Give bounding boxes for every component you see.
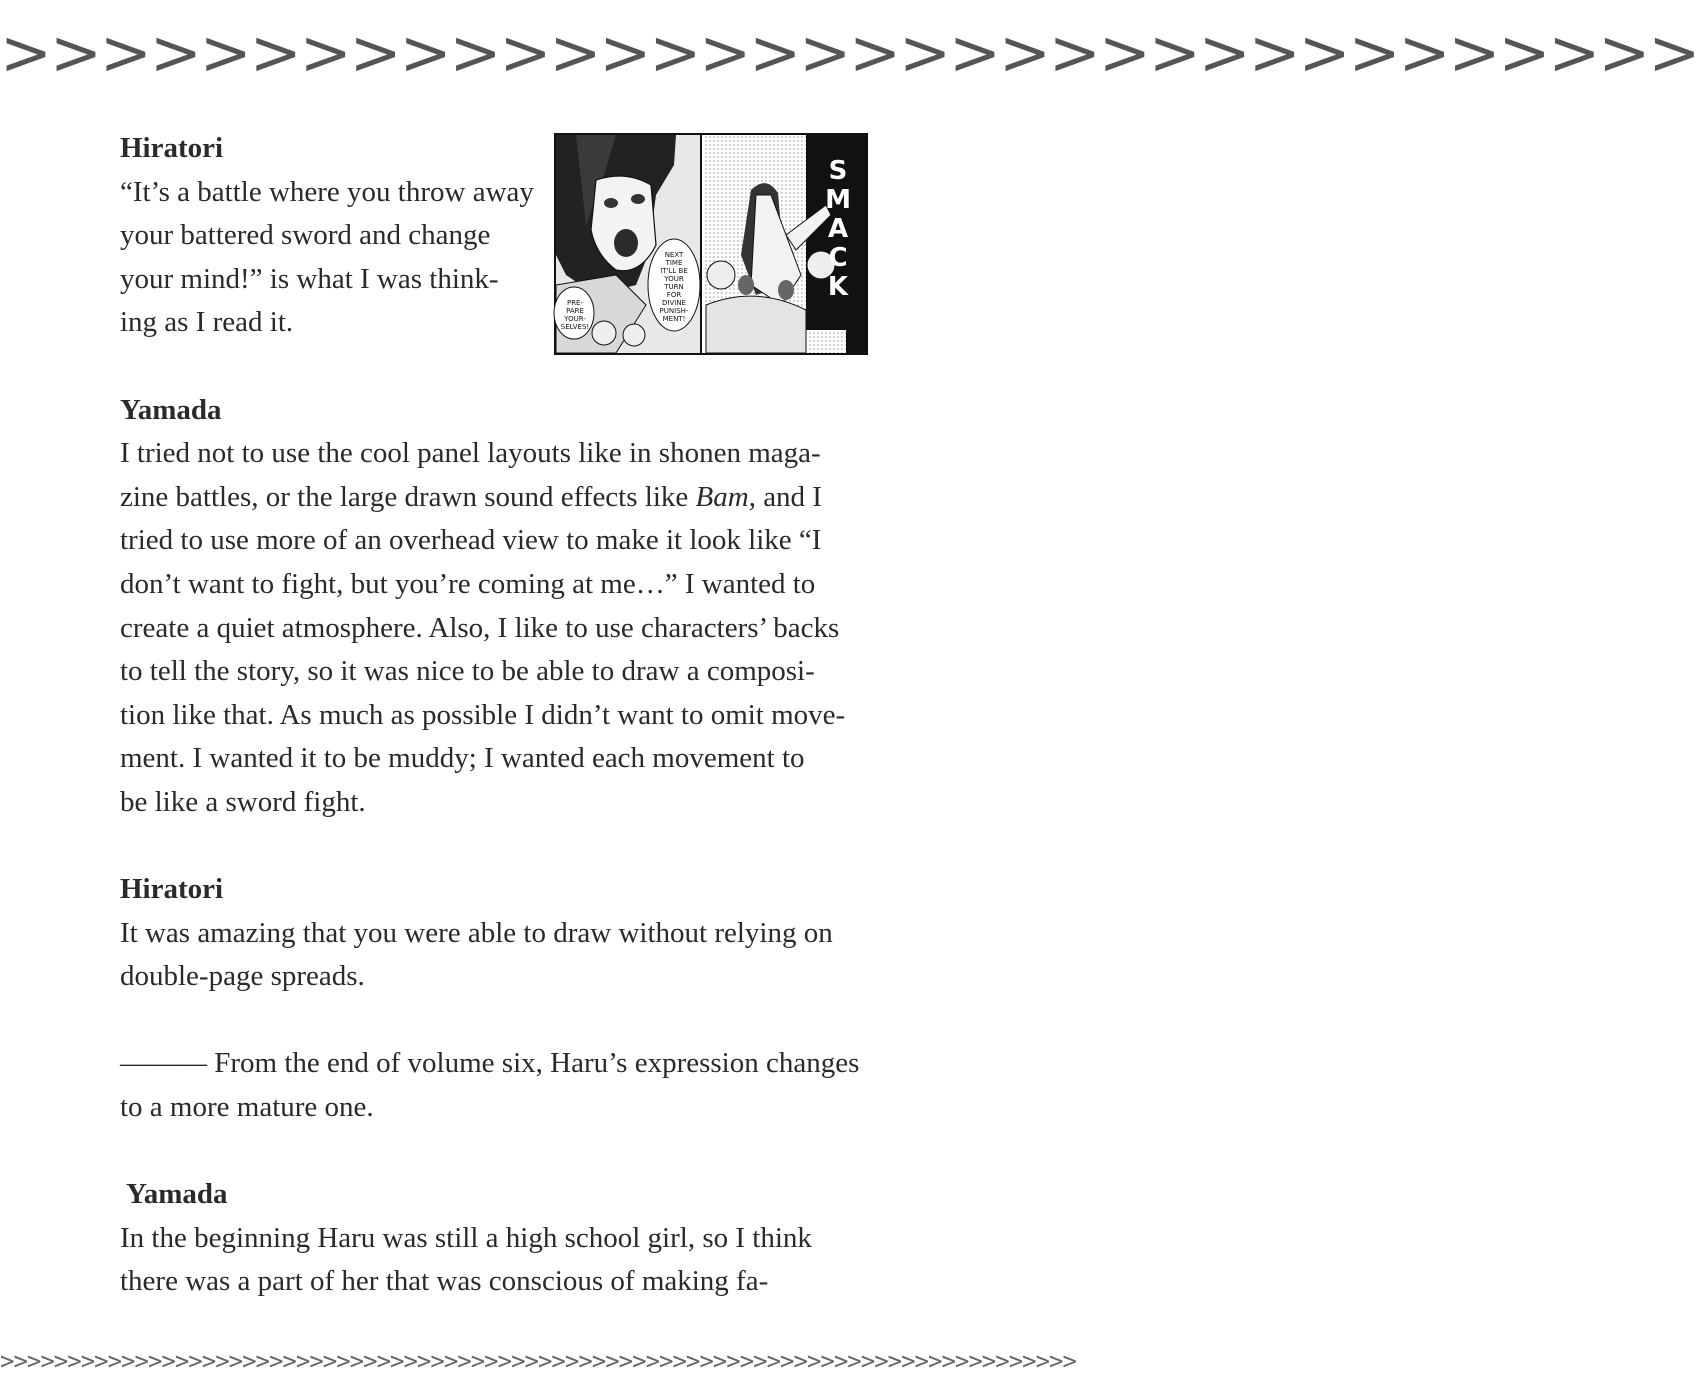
text-line: “It’s a battle where you throw away <box>120 175 534 208</box>
section-yamada-1 <box>120 389 866 825</box>
text-line: ment. I wanted it to be muddy; I wanted each movement to <box>120 742 805 775</box>
top-chevron-border: >>>>>>>>>>>>>>>>>>>>>>>>>>>>>>>>>> <box>0 16 1698 89</box>
text-line: I tried not to use the cool panel layouts like in shonen maga- <box>120 437 821 470</box>
section-question <box>120 1042 866 1129</box>
bubble-line: MENT! <box>662 315 686 323</box>
speaker-name: Hiratori <box>120 873 224 906</box>
bubble-line: YOUR <box>664 275 684 283</box>
speaker-name: Hiratori <box>120 132 224 164</box>
text-line: to a more mature one. <box>120 1091 374 1124</box>
sfx-letter: C <box>828 243 848 273</box>
text-line: your mind!” is what I was think- <box>120 262 499 295</box>
text-line: tion like that. As much as possible I didn’t want to omit move- <box>120 698 846 731</box>
text-line: your battered sword and change <box>120 219 491 252</box>
sfx-letter: M <box>825 185 851 215</box>
text-line: there was a part of her that was conscious of making fa- <box>120 1265 769 1298</box>
bubble-line: IT'LL BE <box>660 267 688 275</box>
text-line: double-page spreads. <box>120 960 365 993</box>
bubble-line: TURN <box>664 283 684 291</box>
bubble-line: DIVINE <box>662 299 686 307</box>
section-yamada-2 <box>120 1173 866 1304</box>
text-line: don’t want to fight, but you’re coming at me…” I wanted to <box>120 567 816 600</box>
sfx-letter: A <box>827 214 849 244</box>
text-line: be like a sword fight. <box>120 785 366 818</box>
bubble-line: SELVES! <box>560 323 590 331</box>
section-hiratori-1 <box>120 127 866 345</box>
text-line: ing as I read it. <box>120 306 294 339</box>
bottom-chevron-border: >>>>>>>>>>>>>>>>>>>>>>>>>>>>>>>>>>>>>>>>>>>>>>>>>>>>>>>>>>>>>>>>>>>>>>>>>>>>>>>> <box>0 1347 1076 1375</box>
sfx-letter: K <box>827 272 849 302</box>
bubble-line: PARE <box>566 307 584 315</box>
text-line: to tell the story, so it was nice to be able to draw a composi- <box>120 655 815 688</box>
text-line: It was amazing that you were able to draw without relying on <box>120 916 833 949</box>
speaker-name: Yamada <box>126 1178 228 1211</box>
bubble-line: NEXT <box>664 251 684 259</box>
text-line: In the beginning Haru was still a high school girl, so I think <box>120 1221 812 1254</box>
bubble-line: YOUR- <box>564 315 586 323</box>
speaker-name: Yamada <box>120 393 222 426</box>
sfx-letter: S <box>828 156 848 186</box>
text-line: ——— From the end of volume six, Haru’s expression changes <box>120 1047 860 1080</box>
bubble-line: FOR <box>666 291 682 299</box>
text-line: zine battles, or the large drawn sound effects like Bam, and I <box>120 480 822 513</box>
section-hiratori-2 <box>120 868 866 999</box>
text-line: tried to use more of an overhead view to make it look like “I <box>120 524 822 557</box>
text-line: create a quiet atmosphere. Also, I like to use characters’ backs <box>120 611 840 644</box>
bubble-line: TIME <box>665 259 683 267</box>
bubble-line: PUNISH- <box>659 307 689 315</box>
bubble-line: PRE- <box>566 299 584 307</box>
interview-text <box>120 127 866 1304</box>
